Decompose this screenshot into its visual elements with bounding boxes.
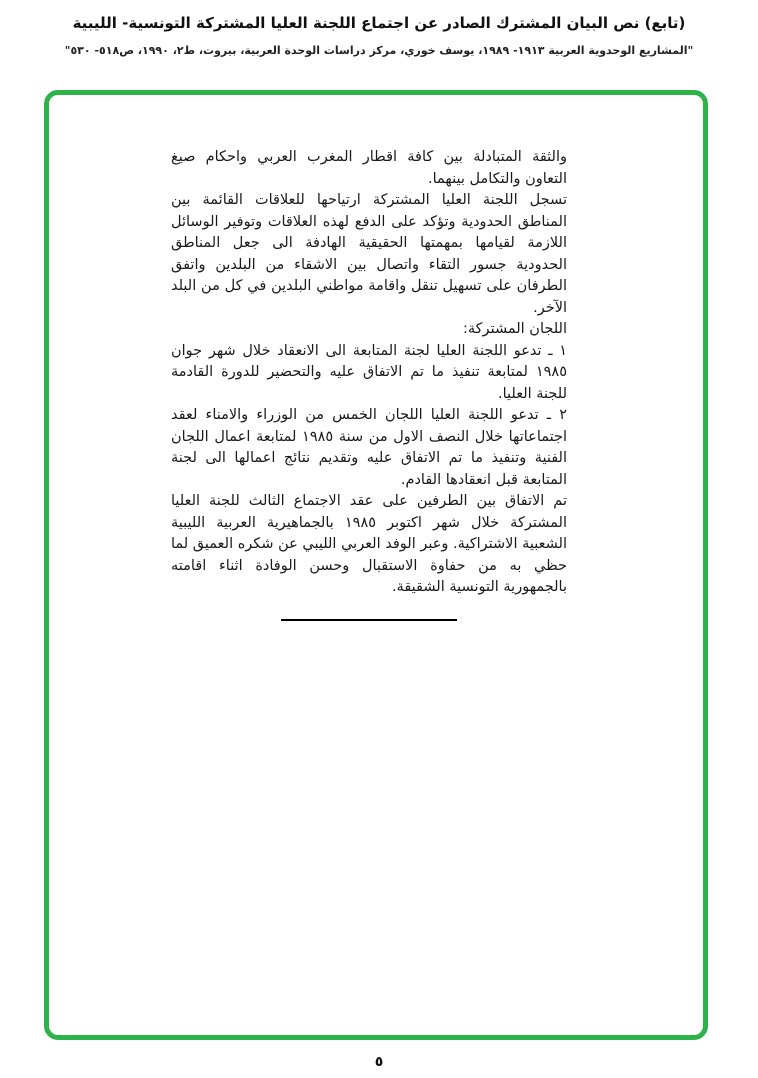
source-citation: "المشاريع الوحدوية العربية ١٩١٣- ١٩٨٩، يوسف خوري، مركز دراسات الوحدة العربية، بيروت، ط٢، ١٩٩٠، ص٥١٨- ٥٣٠" [64, 44, 694, 57]
body-paragraph: تم الاتفاق بين الطرفين على عقد الاجتماع الثالث للجنة العليا المشتركة خلال شهر اكتوبر ١٩٨٥ بالجماهيرية العربية الليبية الشعبية الاشتراكية. وعبر الوفد العربي الليبي عن شكره العميق لما حظي به من حفاوة الاستقبال وحسن الوفادة اثناء اقامته بالجمهورية التونسية الشقيقة. [170, 493, 568, 595]
body-paragraph: والثقة المتبادلة بين كافة اقطار المغرب العربي واحكام صيغ التعاون والتكامل بينهما. [171, 149, 567, 187]
document-border-frame [44, 90, 708, 1040]
body-paragraph: ١ ـ تدعو اللجنة العليا لجنة المتابعة الى الانعقاد خلال شهر جوان ١٩٨٥ لمتابعة تنفيذ ما تم الاتفاق عليه والتحضير للدورة القادمة للجنة العليا. [171, 342, 567, 402]
page-header [0, 12, 758, 58]
document-title: (تابع) نص البيان المشترك الصادر عن اجتماع اللجنة العليا المشتركة التونسية- الليبية [72, 14, 686, 32]
body-paragraph: ٢ ـ تدعو اللجنة العليا اللجان الخمس من الوزراء والامناء لعقد اجتماعاتها خلال النصف الاول من سنة ١٩٨٥ لمتابعة اعمال اللجان الفنية وتنفيذ ما تم الاتفاق عليه وتقديم نتائج اعمالها الى لجنة المتابعة قبل انعقادها القادم. [171, 407, 567, 488]
document-body [171, 147, 567, 621]
body-paragraph: اللجان المشتركة: [463, 321, 567, 337]
page-number: ٥ [374, 1054, 384, 1070]
body-paragraph: تسجل اللجنة العليا المشتركة ارتياحها للعلاقات القائمة بين المناطق الحدودية وتؤكد على الدفع لهذه العلاقات وتوفير الوسائل اللازمة لقيامها بمهمتها الحقيقية الهادفة الى جعل المناطق الحدودية جسور التقاء واتصال بين الاشقاء من البلدين واتفق الطرفان على تسهيل تنقل واقامة مواطني البلدين في كل من البلد الآخر. [171, 192, 567, 316]
section-divider [281, 619, 457, 621]
